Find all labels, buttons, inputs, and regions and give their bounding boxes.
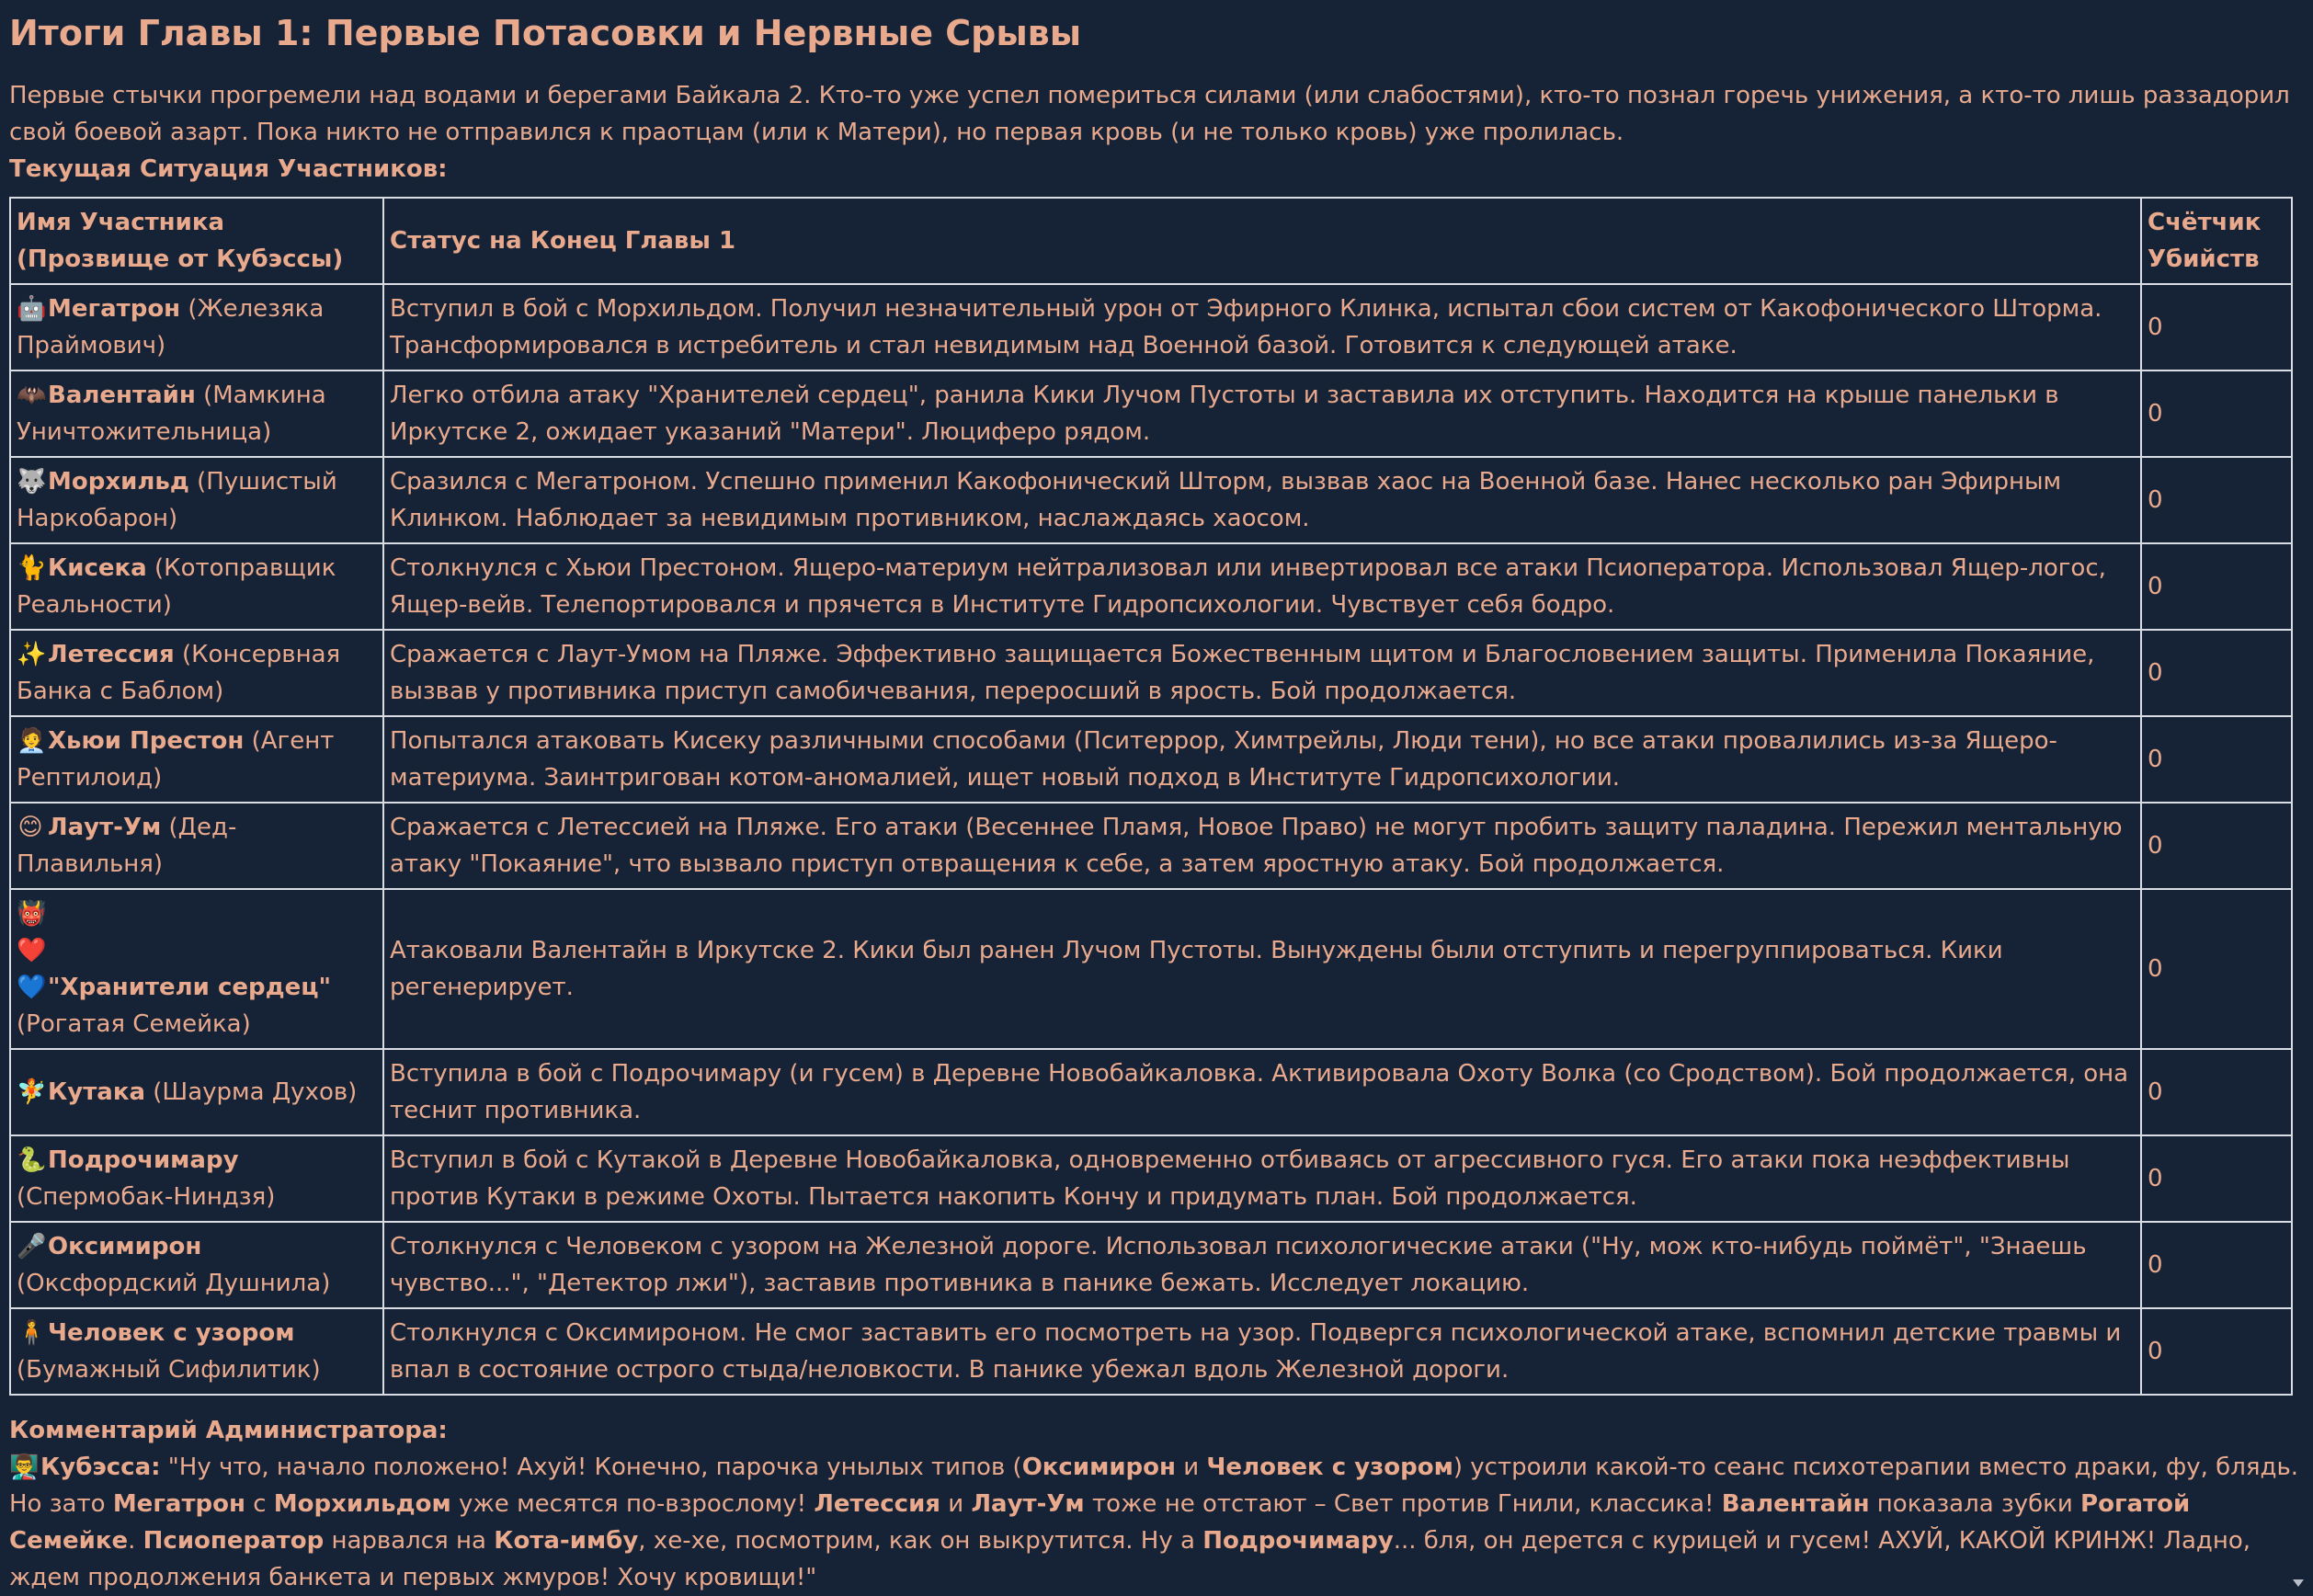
- status-cell: Столкнулся с Оксимироном. Не смог заставить его посмотреть на узор. Подвергся психологической атаке, вспомнил детские травмы и впал в состояние острого стыда/неловкости. В панике убежал вдоль Железной дороги.: [383, 1308, 2141, 1395]
- participant-icon: 🐺: [17, 468, 47, 496]
- admin-comment: [9, 1449, 2304, 1596]
- admin-comment-fragment: показала зубки: [1869, 1490, 2081, 1518]
- admin-comment-text: [9, 1454, 2298, 1591]
- participant-cell: [10, 1135, 383, 1222]
- participant-cell: [10, 716, 383, 803]
- status-cell: Сразился с Мегатроном. Успешно применил Какофонический Шторм, вызвав хаос на Военной базе. Нанес несколько ран Эфирным Клинком. Наблюдает за невидимым противником, наслаждаясь хаосом.: [383, 457, 2141, 543]
- participant-cell: [10, 630, 383, 716]
- table-header-row: [10, 198, 2292, 284]
- page-title: Итоги Главы 1: Первые Потасовки и Нервные Срывы: [9, 13, 1082, 53]
- participant-name: Хьюи Престон: [48, 727, 245, 755]
- table-row: [10, 1049, 2292, 1135]
- admin-comment-bold: Мегатрон: [112, 1490, 245, 1518]
- participant-nickname: (Бумажный Сифилитик): [17, 1356, 321, 1384]
- participant-icon: 👹❤️💙: [17, 900, 47, 1001]
- header-name: Имя Участника (Прозвище от Кубэссы): [10, 198, 383, 284]
- participant-name: Лаут-Ум: [48, 814, 162, 841]
- admin-comment-fragment: уже месятся по-взрослому!: [450, 1490, 815, 1518]
- kill-count-cell: 0: [2141, 543, 2292, 630]
- table-row: [10, 457, 2292, 543]
- participant-icon: 🧍: [17, 1319, 47, 1347]
- participant-cell: [10, 370, 383, 457]
- status-cell: Легко отбила атаку "Хранителей сердец", ранила Кики Лучом Пустоты и заставила их отступить. Находится на крыше панельки в Иркутске 2, ожидает указаний "Матери". Люциферо рядом.: [383, 370, 2141, 457]
- kill-count-cell: 0: [2141, 803, 2292, 889]
- admin-comment-bold: Оксимирон: [1021, 1454, 1176, 1481]
- participant-nickname: (Агент Рептилоид): [17, 727, 335, 792]
- admin-comment-bold: Рогатой Семейке: [9, 1490, 2191, 1555]
- status-cell: Попытался атаковать Кисеку различными способами (Пситеррор, Химтрейлы, Люди тени), но все атаки провалились из-за Ящеро-материума. Заинтригован котом-аномалией, ищет новый подход в Институте Гидропсихологии.: [383, 716, 2141, 803]
- participant-icon: 🎤: [17, 1233, 47, 1260]
- status-cell: Сражается с Лаут-Умом на Пляже. Эффективно защищается Божественным щитом и Благословением защиты. Применила Покаяние, вызвав у противника приступ самобичевания, переросший в ярость. Бой продолжается.: [383, 630, 2141, 716]
- table-row: [10, 1135, 2292, 1222]
- kill-count-cell: 0: [2141, 1308, 2292, 1395]
- table-row: [10, 889, 2292, 1049]
- participant-cell: [10, 803, 383, 889]
- section-label: Текущая Ситуация Участников:: [9, 155, 448, 183]
- kill-count-cell: 0: [2141, 1049, 2292, 1135]
- admin-comment-bold: Кота-имбу: [494, 1527, 639, 1555]
- status-cell: Вступил в бой с Кутакой в Деревне Новобайкаловка, одновременно отбиваясь от агрессивного гуся. Его атаки пока неэффективны против Кутаки в режиме Охоты. Пытается накопить Кончу и придумать план. Бой продолжается.: [383, 1135, 2141, 1222]
- table-row: [10, 716, 2292, 803]
- admin-comment-fragment: с: [245, 1490, 274, 1518]
- admin-speaker: Кубэсса:: [40, 1454, 161, 1481]
- admin-comment-bold: Валентайн: [1721, 1490, 1870, 1518]
- table-row: [10, 543, 2292, 630]
- participant-nickname: (Оксфордский Душнила): [17, 1270, 331, 1297]
- header-kills: Счётчик Убийств: [2141, 198, 2292, 284]
- participant-name: Мегатрон: [48, 295, 181, 323]
- participant-icon: 🐈: [17, 554, 47, 582]
- kill-count-cell: 0: [2141, 716, 2292, 803]
- participant-nickname: (Спермобак-Ниндзя): [17, 1183, 276, 1211]
- participant-name: Кутака: [48, 1078, 146, 1106]
- kill-count-cell: 0: [2141, 457, 2292, 543]
- table-body: [10, 284, 2292, 1395]
- admin-comment-fragment: .: [128, 1527, 143, 1555]
- admin-comment-fragment: "Ну что, начало положено! Ахуй! Конечно, парочка унылых типов (: [160, 1454, 1022, 1481]
- status-cell: Сражается с Летессией на Пляже. Его атаки (Весеннее Пламя, Новое Право) не могут пробить защиту паладина. Пережил ментальную атаку "Покаяние", что вызвало приступ отвращения к себе, а затем яростную атаку. Бой продолжается.: [383, 803, 2141, 889]
- admin-comment-bold: Летессия: [814, 1490, 940, 1518]
- participant-nickname: (Мамкина Уничтожительница): [17, 382, 326, 446]
- admin-comment-fragment: ... бля, он дерется с курицей и гусем! АХУЙ, КАКОЙ КРИНЖ! Ладно, ждем продолжения банкета и первых жмуров! Хочу кровищи!": [9, 1527, 2251, 1591]
- status-cell: Атаковали Валентайн в Иркутске 2. Кики был ранен Лучом Пустоты. Вынуждены были отступить и перегруппироваться. Кики регенерирует.: [383, 889, 2141, 1049]
- participant-cell: [10, 889, 383, 1049]
- table-row: [10, 1308, 2292, 1395]
- participant-cell: [10, 1049, 383, 1135]
- status-cell: Вступила в бой с Подрочимару (и гусем) в Деревне Новобайкаловка. Активировала Охоту Волка (со Сродством). Бой продолжается, она теснит противника.: [383, 1049, 2141, 1135]
- participant-cell: [10, 1308, 383, 1395]
- participant-icon: 🦇: [17, 382, 47, 409]
- admin-comment-bold: Лаут-Ум: [971, 1490, 1085, 1518]
- participant-name: Оксимирон: [48, 1233, 202, 1260]
- table-row: [10, 630, 2292, 716]
- participant-nickname: (Железяка Праймович): [17, 295, 325, 359]
- participant-cell: [10, 1222, 383, 1308]
- admin-comment-fragment: и: [1175, 1454, 1207, 1481]
- admin-comment-bold: Морхильдом: [273, 1490, 451, 1518]
- admin-comment-fragment: нарвался на: [324, 1527, 495, 1555]
- admin-comment-label: Комментарий Администратора:: [9, 1417, 448, 1444]
- admin-comment-fragment: ) устроили какой-то сеанс психотерапии вместо драки, фу, блядь. Но зато: [9, 1454, 2299, 1518]
- participant-nickname: (Пушистый Наркобарон): [17, 468, 337, 532]
- admin-comment-fragment: , хе-хе, посмотрим, как он выкрутится. Ну а: [638, 1527, 1203, 1555]
- status-cell: Столкнулся с Хьюи Престоном. Ящеро-материум нейтрализовал или инвертировал все атаки Псиоператора. Использовал Ящер-логос, Ящер-вейв. Телепортировался и прячется в Институте Гидропсихологии. Чувствует себя бодро.: [383, 543, 2141, 630]
- admin-comment-bold: Подрочимару: [1202, 1527, 1394, 1555]
- header-status: Статус на Конец Главы 1: [383, 198, 2141, 284]
- table-row: [10, 1222, 2292, 1308]
- participant-nickname: (Котоправщик Реальности): [17, 554, 336, 619]
- admin-comment-bold: Псиоператор: [142, 1527, 325, 1555]
- participant-cell: [10, 543, 383, 630]
- participant-name: Морхильд: [48, 468, 189, 496]
- participant-name: Летессия: [48, 641, 175, 668]
- participant-cell: [10, 284, 383, 370]
- participant-icon: 🧑‍💼: [17, 727, 47, 755]
- participant-nickname: (Шаурма Духов): [153, 1078, 358, 1106]
- participant-nickname: (Рогатая Семейка): [17, 1010, 251, 1038]
- kill-count-cell: 0: [2141, 284, 2292, 370]
- participant-cell: [10, 457, 383, 543]
- participant-name: Человек с узором: [48, 1319, 295, 1347]
- participant-name: Валентайн: [48, 382, 196, 409]
- participant-nickname: (Дед-Плавильня): [17, 814, 237, 878]
- table-row: [10, 370, 2292, 457]
- participant-icon: 🤖: [17, 295, 47, 323]
- admin-comment-bold: Человек с узором: [1206, 1454, 1453, 1481]
- status-cell: Вступил в бой с Морхильдом. Получил незначительный урон от Эфирного Клинка, испытал сбои систем от Какофонического Шторма. Трансформировался в истребитель и стал невидимым над Военной базой. Готовится к следующей атаке.: [383, 284, 2141, 370]
- admin-comment-fragment: и: [940, 1490, 972, 1518]
- kill-count-cell: 0: [2141, 630, 2292, 716]
- participant-name: Кисека: [48, 554, 147, 582]
- participant-icon: 🧚: [17, 1078, 47, 1106]
- kill-count-cell: 0: [2141, 889, 2292, 1049]
- status-cell: Столкнулся с Человеком с узором на Железной дороге. Использовал психологические атаки ("Ну, мож кто-нибудь поймёт", "Знаешь чувство...", "Детектор лжи"), заставив противника в панике бежать. Исследует локацию.: [383, 1222, 2141, 1308]
- admin-avatar-icon: 👨‍🏫: [9, 1454, 40, 1481]
- participant-name: "Хранители сердец": [48, 974, 332, 1001]
- participants-table: [9, 197, 2293, 1396]
- participant-name: Подрочимару: [48, 1146, 239, 1174]
- scroll-down-icon[interactable]: [2293, 1579, 2304, 1587]
- participant-icon: 🐍: [17, 1146, 47, 1174]
- table-row: [10, 803, 2292, 889]
- intro-paragraph: Первые стычки прогремели над водами и берегами Байкала 2. Кто-то уже успел помериться силами (или слабостями), кто-то познал горечь унижения, а кто-то лишь раззадорил свой боевой азарт. Пока никто не отправился к праотцам (или к Матери), но первая кровь (и не только кровь) уже пролилась.: [9, 82, 2290, 146]
- participant-nickname: (Консервная Банка с Баблом): [17, 641, 341, 705]
- participant-icon: ✨: [17, 641, 47, 668]
- participant-icon: 😊: [17, 814, 43, 841]
- admin-comment-fragment: тоже не отстают – Свет против Гнили, классика!: [1084, 1490, 1722, 1518]
- kill-count-cell: 0: [2141, 1135, 2292, 1222]
- kill-count-cell: 0: [2141, 1222, 2292, 1308]
- table-row: [10, 284, 2292, 370]
- kill-count-cell: 0: [2141, 370, 2292, 457]
